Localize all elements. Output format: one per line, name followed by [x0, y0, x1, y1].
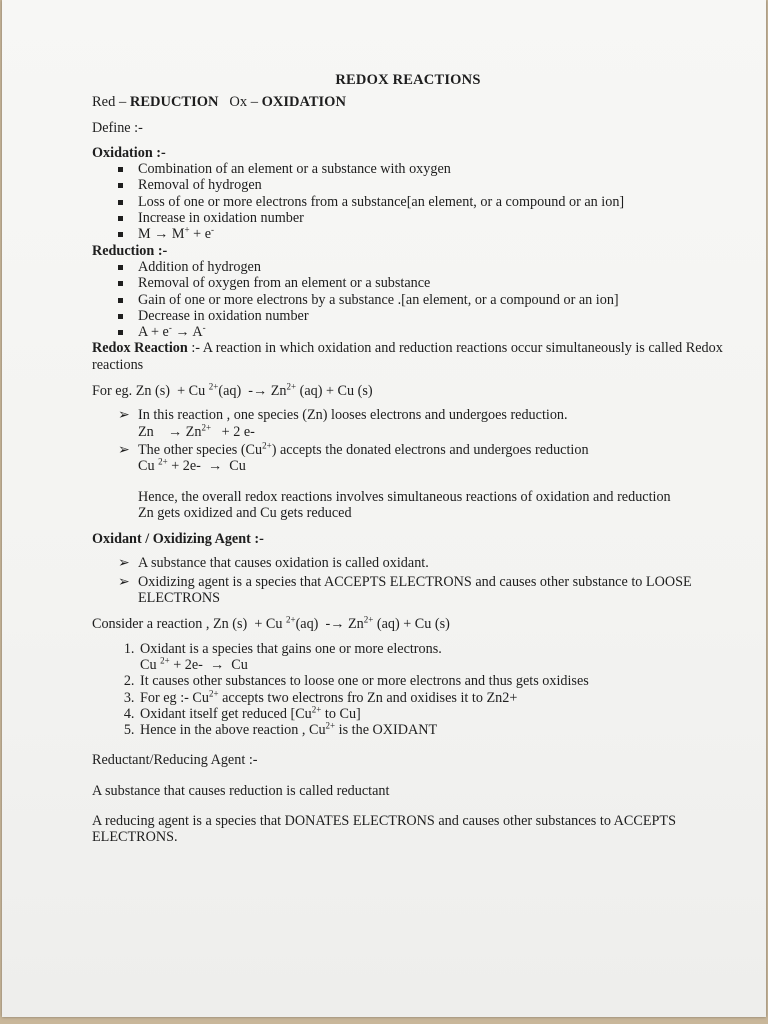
oxidant-half-equation: Cu $^{2+}$ + 2e- → Cu	[140, 655, 248, 673]
arrow-bullet-icon: ➢	[118, 407, 130, 424]
list-item: ➢ A substance that causes oxidation is called oxidant.	[118, 555, 429, 572]
oxidant-points	[92, 555, 724, 606]
example-equation: For eg. Zn (s) + Cu $^{2+}(aq) -\to Zn^{2+}$ (aq) + Cu (s)	[92, 381, 373, 400]
arrow-bullet-icon: ➢	[118, 441, 130, 458]
paper-sheet	[2, 0, 766, 1017]
list-item: Addition of hydrogen	[118, 259, 724, 275]
list-item: Removal of hydrogen	[118, 177, 724, 193]
hence-paragraph: Hence, the overall redox reactions involves simultaneous reactions of oxidation and reduction Zn gets oxidized and Cu gets reduced	[138, 488, 671, 521]
oxidation-equation: M → M+ + e-	[118, 226, 724, 242]
reduction-equation: A + e- → A-	[118, 324, 724, 340]
red-prefix: Red –	[92, 94, 130, 111]
oxidant-numbered-list	[92, 641, 724, 739]
redox-heading: Redox Reaction	[92, 340, 188, 357]
list-item: Loss of one or more electrons from a substance[an element, or a compound or an ion]	[118, 194, 724, 210]
oxidant-heading: Oxidant / Oxidizing Agent :-	[92, 531, 264, 548]
define-label: Define :-	[92, 119, 143, 136]
list-item: Removal of oxygen from an element or a substance	[118, 275, 724, 291]
list-item: 5. Hence in the above reaction , $Cu^{2+}$ is the OXIDANT	[138, 722, 724, 738]
oxidation-heading: Oxidation :-	[92, 144, 166, 161]
list-item: 1. Oxidant is a species that gains one or more electrons. Cu $^{2+}$ + 2e- → Cu	[138, 641, 724, 674]
ox-word: OXIDATION	[261, 94, 346, 111]
list-item: ➢ The other species $(Cu^{2+})$ accepts the donated electrons and undergoes reduction Cu $^{2+}$ + 2e- → Cu	[118, 442, 724, 475]
red-word: REDUCTION	[129, 94, 219, 111]
redox-definition: Redox Reaction :- A reaction in which oxidation and reduction reactions occur simultaneously is called Redox reactions	[92, 340, 723, 373]
list-item: Decrease in oxidation number	[118, 308, 724, 324]
oxidation-half-equation: Zn → $Zn^{2+} + 2$ e-	[138, 421, 255, 440]
list-item: 4. Oxidant itself get reduced [$Cu^{2+}$ to Cu]	[138, 706, 724, 722]
reduction-half-equation: Cu $^{2+}$ + 2e- → Cu	[138, 456, 246, 475]
page-title: REDOX REACTIONS	[335, 72, 481, 88]
list-item: 2. It causes other substances to loose one or more electrons and thus gets oxidises	[138, 673, 724, 689]
oxidation-list	[92, 161, 724, 242]
list-item: ➢ In this reaction , one species (Zn) looses electrons and undergoes reduction. Zn → $Zn^{2+} + 2$ e-	[118, 407, 724, 440]
arrow-bullet-icon: ➢	[118, 573, 130, 590]
reduction-heading: Reduction :-	[92, 242, 168, 259]
reductant-definition: A substance that causes reduction is called reductant	[92, 782, 390, 799]
list-item: Gain of one or more electrons by a substance .[an element, or a compound or an ion]	[118, 292, 724, 308]
document-body	[92, 72, 724, 846]
list-item: ➢ Oxidizing agent is a species that ACCEPTS ELECTRONS and causes other substance to LOOSE ELECTRONS	[118, 573, 692, 607]
list-item: 3. For eg :- $Cu^{2+}$ accepts two electrons fro Zn and oxidises it to Zn2+	[138, 690, 724, 706]
reduction-list	[92, 259, 724, 340]
reductant-heading: Reductant/Reducing Agent :-	[92, 752, 258, 769]
example-points	[92, 407, 724, 474]
arrow-bullet-icon: ➢	[118, 555, 130, 572]
ox-prefix: Ox –	[229, 94, 262, 111]
reducing-agent-definition: A reducing agent is a species that DONATES ELECTRONS and causes other substances to ACCEPTS ELECTRONS.	[92, 812, 676, 846]
list-item: Combination of an element or a substance with oxygen	[118, 161, 724, 177]
abbreviation-line	[92, 94, 724, 110]
list-item: Increase in oxidation number	[118, 210, 724, 226]
consider-equation: Consider a reaction , Zn (s) + Cu $^{2+}(aq) -\to Zn^{2+}$ (aq) + Cu (s)	[92, 614, 450, 633]
